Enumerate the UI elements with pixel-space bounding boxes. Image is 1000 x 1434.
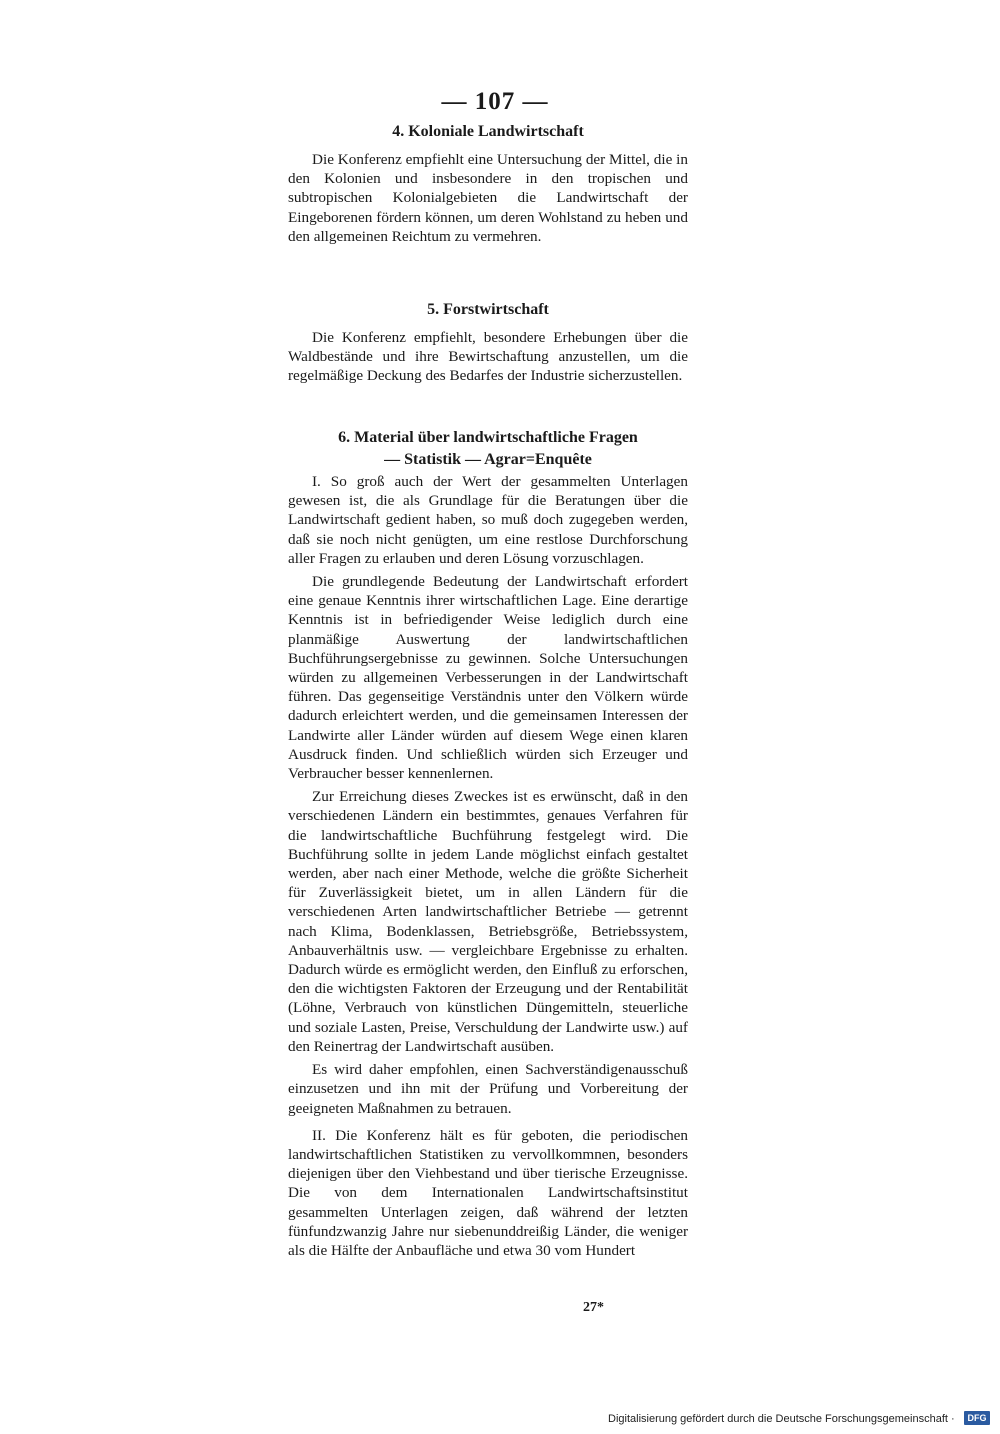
section-subheading: — Statistik — Agrar=Enquête — [384, 451, 592, 468]
paragraph: Die grundlegende Bedeutung der Landwirtschaft erfordert eine genaue Kenntnis ihrer wirtschaftlichen Lage. Eine derartige Kenntnis ist in befriedigender Weise lediglich durch eine planmäßige Auswertung der landwirtschaftlichen Buchführungsergebnisse zu gewinnen. Solche Untersuchungen würden zu allgemeinen Verbesserungen in der Landwirtschaft führen. Das gegenseitige Verständnis unter den Völkern würde dadurch erleichtert werden, und die gemeinsamen Interessen der Landwirte aller Länder würden auf diesem Wege einen klaren Ausdruck finden. Und schließlich würden sich Erzeuger und Verbraucher besser kennenlernen. — [288, 573, 688, 783]
section-colonial-agriculture — [288, 122, 688, 246]
page-number: — 107 — — [441, 88, 549, 115]
section-heading: 4. Koloniale Landwirtschaft — [392, 123, 584, 140]
paragraph: II. Die Konferenz hält es für geboten, die periodischen landwirtschaftlichen Statistiken zu vervollkommnen, besonders diejenigen über den Viehbestand und über tierische Erzeugnisse. Die von dem Internationalen Landwirtschaftsinstitut gesammelten Unterlagen zeigen, daß während der letzten fünfundzwanzig Jahre nur siebenunddreißig Länder, die weniger als die Hälfte der Anbaufläche und etwa 30 vom Hundert — [288, 1126, 688, 1259]
paragraph: Die Konferenz empfiehlt eine Untersuchung der Mittel, die in den Kolonien und insbesondere in den tropischen und subtropischen Kolonialgebieten die Landwirtschaft der Eingeborenen fördern können, um deren Wohlstand zu heben und den allgemeinen Reichtum zu vermehren. — [288, 151, 688, 245]
digitization-footer: Digitalisierung gefördert durch die Deutsche Forschungsgemeinschaft · — [608, 1413, 955, 1425]
section-heading: 5. Forstwirtschaft — [427, 301, 549, 318]
section-heading: 6. Material über landwirtschaftliche Fragen — [338, 429, 638, 446]
paragraph: Es wird daher empfohlen, einen Sachverständigenausschuß einzusetzen und ihn mit der Prüfung und Vorbereitung der geeigneten Maßnahmen zu betrauen. — [288, 1061, 688, 1117]
paragraph: I. So groß auch der Wert der gesammelten Unterlagen gewesen ist, die als Grundlage für die Beratungen über die Landwirtschaft gedient haben, so muß doch zugegeben werden, daß sie noch nicht genügten, um eine restlose Durchforschung aller Fragen zu erlauben und deren Lösung vorzuschlagen. — [288, 473, 688, 567]
section-agricultural-material — [288, 428, 688, 1260]
paragraph: Zur Erreichung dieses Zweckes ist es erwünscht, daß in den verschiedenen Ländern ein bestimmtes, genaues Verfahren für die landwirtschaftliche Buchführung festgelegt wird. Die Buchführung sollte in jedem Lande möglichst einfach gestaltet werden, aber nach einer Methode, welche die größte Sicherheit für Zuverlässigkeit bietet, um in allen Ländern für die verschiedenen Arten landwirtschaftlicher Betriebe — getrennt nach Klima, Bodenklassen, Betriebsgröße, Betriebssystem, Anbauverhältnis usw. — vergleichbare Ergebnisse zu erhalten. Dadurch würde es ermöglicht werden, den Einfluß zu erforschen, den die wichtigsten Faktoren der Erzeugung und der Rentabilität (Löhne, Verbrauch von künstlichen Düngemitteln, steuerliche und soziale Lasten, Preise, Verschuldung der Landwirte usw.) auf den Reinertrag der Landwirtschaft ausüben. — [288, 788, 688, 1055]
section-forestry — [288, 300, 688, 386]
paragraph: Die Konferenz empfiehlt, besondere Erhebungen über die Waldbestände und ihre Bewirtschaftung anzustellen, um die regelmäßige Deckung des Bedarfes der Industrie sicherzustellen. — [288, 329, 688, 385]
dfg-logo-icon: DFG — [964, 1411, 990, 1425]
sheet-signature: 27* — [583, 1300, 604, 1315]
